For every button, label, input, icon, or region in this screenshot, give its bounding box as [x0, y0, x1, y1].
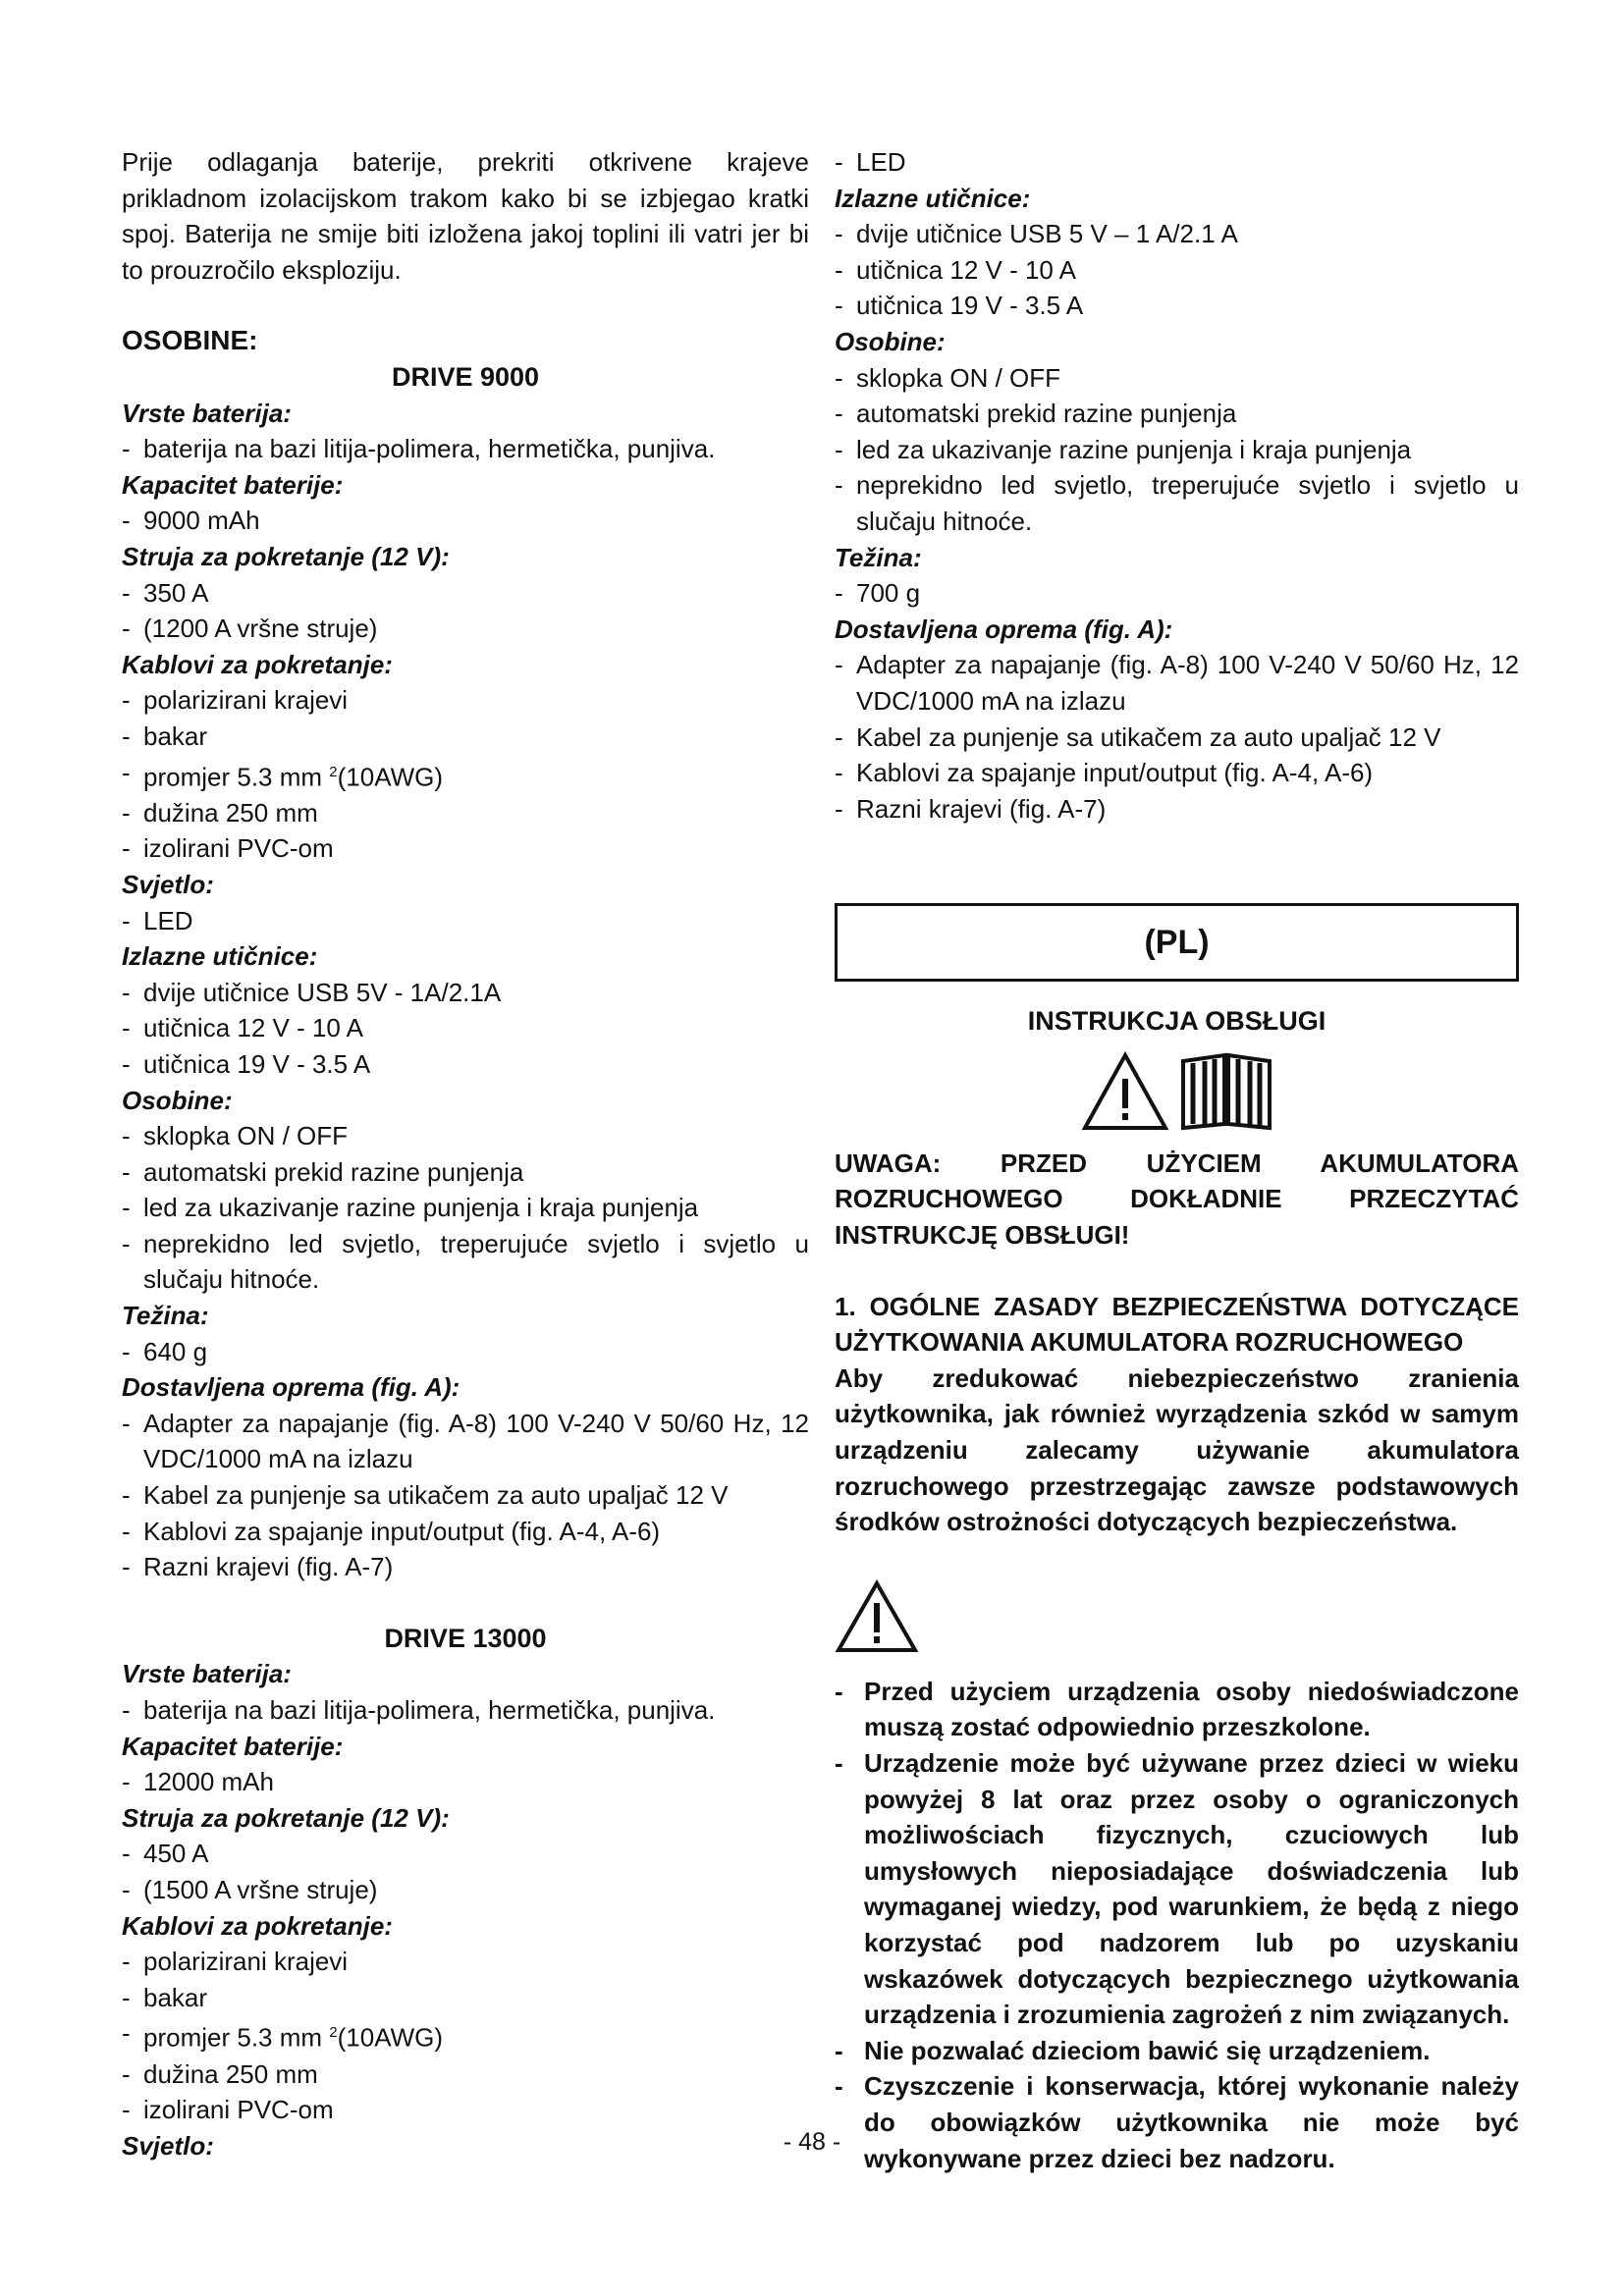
- features-heading: OSOBINE:: [122, 325, 258, 356]
- list-item: - polarizirani krajevi: [122, 685, 349, 716]
- section-heading: Svjetlo:: [122, 869, 214, 899]
- intro-line: Prije odlaganja baterije, prekriti otkrivene krajeve: [122, 147, 809, 177]
- list-item: - 12000 mAh: [122, 1767, 274, 1797]
- intro-line: prikladnom izolacijskom trakom kako bi se izbjegao kratki: [122, 183, 809, 213]
- section-heading: Težina:: [835, 542, 922, 572]
- list-item: - dvije utičnice USB 5 V – 1 A/2.1 A: [835, 219, 1238, 249]
- intro-line: spoj. Baterija ne smije biti izložena jakoj toplini ili vatri jer bi: [122, 219, 809, 249]
- model-title: DRIVE 9000: [391, 361, 540, 392]
- list-item: - Nie pozwalać dzieciom bawić się urządzeniem.: [835, 2035, 1431, 2065]
- section-heading: Kablovi za pokretanje:: [122, 1910, 393, 1941]
- list-item: - led za ukazivanje razine punjenja i kraja punjenja: [122, 1193, 699, 1223]
- list-item: - (1200 A vršne struje): [122, 614, 378, 644]
- list-item: - LED: [835, 147, 906, 177]
- list-item: - Kabel za punjenje sa utikačem za auto upaljač 12 V: [835, 721, 1441, 752]
- list-item: - Kabel za punjenje sa utikačem za auto upaljač 12 V: [122, 1480, 729, 1511]
- list-item: - sklopka ON / OFF: [122, 1121, 349, 1151]
- warning-triangle-icon: [835, 1579, 919, 1654]
- list-item: - utičnica 19 V - 3.5 A: [122, 1048, 371, 1079]
- list-item: - 350 A: [122, 577, 209, 608]
- left-column: [122, 144, 809, 2163]
- list-item: - Czyszczenie i konserwacja, której wykonanie należy do obowiązków użytkownika nie może być wykonywane przez dzieci bez nadzoru.: [835, 2071, 1519, 2173]
- section-heading: Vrste baterija:: [122, 1659, 292, 1689]
- spacer: [835, 1254, 1519, 1289]
- list-item: - Adapter za napajanje (fig. A-8) 100 V-240 V 50/60 Hz, 12 VDC/1000 mA na izlazu: [122, 1408, 809, 1474]
- symbol-row: [835, 1051, 1519, 1132]
- list-item: - utičnica 12 V - 10 A: [122, 1013, 364, 1043]
- section-heading: Kapacitet baterije:: [122, 1731, 344, 1761]
- list-item: - dužina 250 mm: [122, 797, 318, 828]
- list-item: - LED: [122, 905, 193, 935]
- list-item: - Kablovi za spajanje input/output (fig. A-4, A-6): [835, 758, 1374, 788]
- spacer: [835, 982, 1519, 1003]
- intro-line: to prouzročilo eksploziju.: [122, 254, 402, 285]
- manual-title: INSTRUKCJA OBSŁUGI: [1027, 1006, 1326, 1037]
- list-item: - automatski prekid razine punjenja: [122, 1156, 524, 1187]
- section-heading: Težina:: [122, 1301, 209, 1331]
- list-item: - dužina 250 mm: [122, 2058, 318, 2089]
- list-item: - (1500 A vršne struje): [122, 1874, 378, 1904]
- warning-triangle-icon: [1081, 1051, 1169, 1132]
- section-heading: Izlazne utičnice:: [835, 183, 1031, 213]
- list-item: - 700 g: [835, 578, 921, 609]
- section-heading: Vrste baterija:: [122, 398, 292, 428]
- spacer: [122, 288, 809, 323]
- section-heading: Osobine:: [122, 1085, 233, 1115]
- warning-text: UWAGA: PRZED UŻYCIEM AKUMULATORA ROZRUCHOWEGO DOKŁADNIE PRZECZYTAĆ INSTRUKCJĘ OBSŁUGI!: [835, 1148, 1519, 1251]
- list-item: - 9000 mAh: [122, 506, 260, 536]
- list-item: - baterija na bazi litija-polimera, hermetička, punjiva.: [122, 434, 716, 464]
- list-item: - sklopka ON / OFF: [835, 362, 1061, 393]
- list-item: - Urządzenie może być używane przez dzieci w wieku powyżej 8 lat oraz przez osoby o ograniczonych możliwościach fizycznych, czuciowych lub umysłowych nieposiadające doświadczenia lub wymaganej wiedzy, pod warunkiem, że będą z niego korzystać pod nadzorem lub po uzyskaniu wskazówek dotyczących bezpiecznego użytkowania urządzenia i zrozumienia zagrożeń z nim związanych.: [835, 1748, 1519, 2030]
- list-item: - dvije utičnice USB 5V - 1A/2.1A: [122, 977, 502, 1007]
- list-item: - utičnica 12 V - 10 A: [835, 254, 1077, 285]
- page-number: - 48 -: [783, 2128, 841, 2156]
- list-item: - Przed użyciem urządzenia osoby niedoświadczone muszą zostać odpowiednio przeszkolone.: [835, 1676, 1519, 1742]
- section-heading: Dostavljena oprema (fig. A):: [835, 614, 1173, 644]
- list-item: - Kablovi za spajanje input/output (fig. A-4, A-6): [122, 1516, 661, 1546]
- list-item: - automatski prekid razine punjenja: [835, 399, 1237, 429]
- spacer: [835, 1540, 1519, 1579]
- list-item: - promjer 5.3 mm $^2$(10AWG): [122, 757, 444, 792]
- list-item: - izolirani PVC-om: [122, 2095, 334, 2125]
- section-heading: Dostavljena oprema (fig. A):: [122, 1372, 460, 1403]
- list-item: - 450 A: [122, 1839, 209, 1869]
- right-column: [835, 144, 1519, 2176]
- section-title: 1. OGÓLNE ZASADY BEZPIECZEŃSTWA DOTYCZĄCE UŻYTKOWANIA AKUMULATORA ROZRUCHOWEGO: [835, 1291, 1519, 1358]
- section-heading: Kapacitet baterije:: [122, 469, 344, 500]
- spacer: [835, 827, 1519, 903]
- open-manual-icon: [1179, 1051, 1273, 1132]
- list-item: - utičnica 19 V - 3.5 A: [835, 291, 1084, 321]
- list-item: - 640 g: [122, 1336, 208, 1366]
- list-item: - promjer 5.3 mm $^2$(10AWG): [122, 2018, 444, 2053]
- list-item: - Razni krajevi (fig. A-7): [122, 1552, 394, 1582]
- list-item: - bakar: [122, 721, 208, 751]
- section-heading: Struja za pokretanje (12 V):: [122, 541, 450, 571]
- section-heading: Izlazne utičnice:: [122, 941, 318, 972]
- section-heading: Svjetlo:: [122, 2130, 214, 2161]
- list-item: - Adapter za napajanje (fig. A-8) 100 V-240 V 50/60 Hz, 12 VDC/1000 mA na izlazu: [835, 650, 1519, 716]
- list-item: - baterija na bazi litija-polimera, hermetička, punjiva.: [122, 1695, 716, 1725]
- list-item: - bakar: [122, 1982, 208, 2012]
- language-box: (PL): [835, 903, 1519, 982]
- list-item: - polarizirani krajevi: [122, 1947, 349, 1977]
- spacer: [835, 1654, 1519, 1674]
- section-text: Aby zredukować niebezpieczeństwo zranienia użytkownika, jak również wyrządzenia szkód w samym urządzeniu zalecamy używanie akumulatora rozruchowego przestrzegając zawsze podstawowych środków ostrożności dotyczących bezpieczeństwa.: [835, 1362, 1519, 1537]
- list-item: - izolirani PVC-om: [122, 833, 334, 864]
- list-item: - neprekidno led svjetlo, treperujuće svjetlo i svjetlo u slučaju hitnoće.: [835, 470, 1519, 536]
- section-heading: Kablovi za pokretanje:: [122, 649, 393, 679]
- section-heading: Osobine:: [835, 326, 946, 356]
- model-title: DRIVE 13000: [384, 1623, 547, 1653]
- list-item: - led za ukazivanje razine punjenja i kraja punjenja: [835, 434, 1412, 464]
- spacer: [122, 1585, 809, 1621]
- list-item: - Razni krajevi (fig. A-7): [835, 793, 1107, 824]
- section-heading: Struja za pokretanje (12 V):: [122, 1802, 450, 1833]
- list-item: - neprekidno led svjetlo, treperujuće svjetlo i svjetlo u slučaju hitnoće.: [122, 1228, 809, 1295]
